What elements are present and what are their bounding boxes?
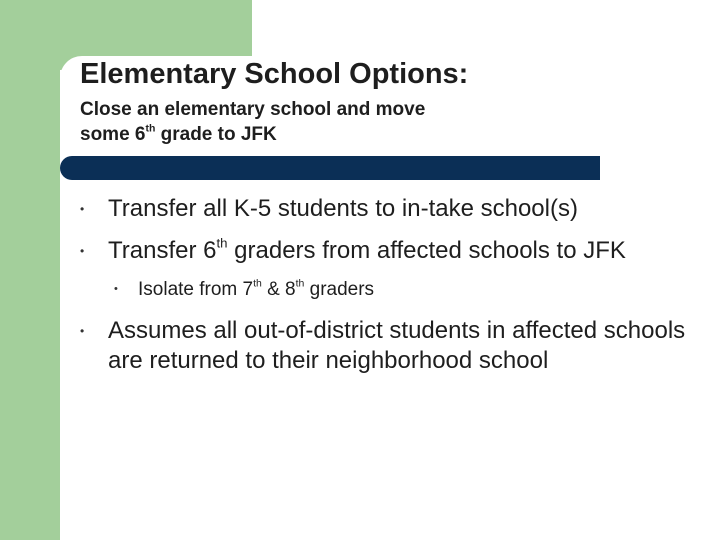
bullet-dot: • bbox=[80, 244, 85, 258]
bullet-text bbox=[108, 236, 700, 266]
bullet-text: Assumes all out-of-district students in affected schools are returned to their neighborhood school bbox=[108, 317, 686, 374]
sub-bullet-text-mid: & 8 bbox=[261, 279, 296, 300]
bullet-dot: • bbox=[80, 202, 85, 216]
subtitle-line-2-pre: some 6 bbox=[80, 124, 146, 145]
sub-bullet-sup-1: th bbox=[253, 278, 262, 290]
bullet-text: Transfer all K-5 students to in-take school(s) bbox=[108, 195, 578, 222]
sub-bullet-text-post: graders bbox=[304, 279, 375, 300]
left-accent-bar bbox=[0, 0, 60, 540]
bullet-text-sup: th bbox=[216, 235, 228, 251]
sub-bullet-text bbox=[138, 278, 700, 302]
slide-title: Elementary School Options: bbox=[80, 58, 469, 90]
bullet-item bbox=[80, 236, 700, 266]
bullet-item bbox=[80, 194, 700, 224]
title-divider-bar bbox=[60, 156, 600, 180]
bullet-dot: • bbox=[114, 283, 118, 295]
bullet-text-post: graders from affected schools to JFK bbox=[227, 237, 626, 264]
slide-subtitle bbox=[80, 97, 600, 147]
bullet-item bbox=[80, 316, 700, 376]
bullet-dot: • bbox=[80, 324, 85, 338]
bullet-list bbox=[80, 194, 700, 388]
sub-bullet-text-pre: Isolate from 7 bbox=[138, 279, 254, 300]
subtitle-line-2-sup: th bbox=[145, 123, 156, 135]
subtitle-line-1: Close an elementary school and move bbox=[80, 99, 426, 120]
bullet-text-pre: Transfer 6 bbox=[108, 237, 217, 264]
sub-bullet-sup-2: th bbox=[295, 278, 305, 290]
subtitle-line-2-post: grade to JFK bbox=[155, 124, 277, 145]
sub-bullet-item bbox=[114, 278, 700, 302]
